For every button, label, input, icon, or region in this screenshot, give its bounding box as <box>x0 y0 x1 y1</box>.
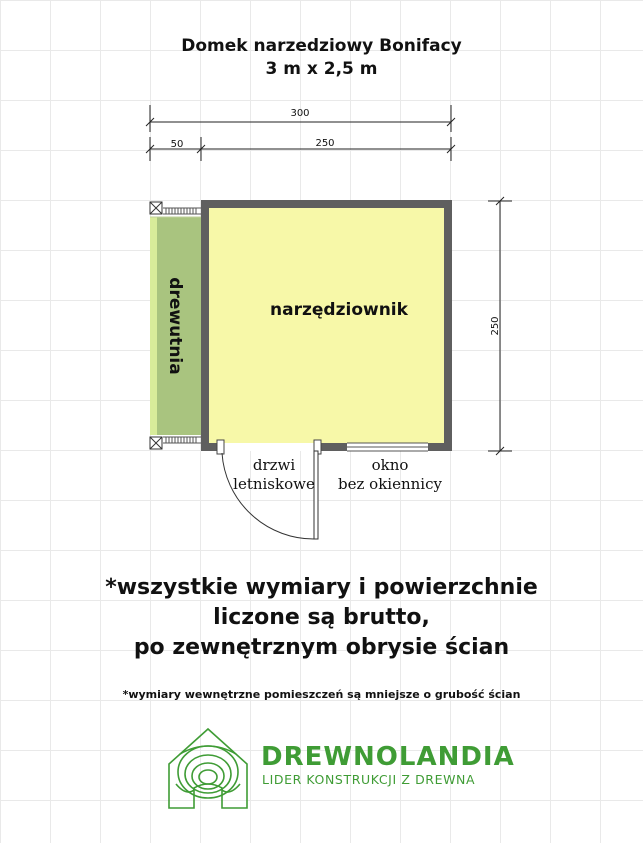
woodshed-label: drewutnia <box>165 277 185 375</box>
note-line-2: liczone są brutto, <box>213 605 430 630</box>
toolroom-floor <box>209 208 444 443</box>
window-label-line-1: okno <box>371 456 409 474</box>
dimension-woodshed-width-label: 50 <box>170 139 184 150</box>
door-label <box>218 456 330 494</box>
window-label-line-2: bez okiennicy <box>338 475 442 493</box>
brand-name: DREWNOLANDIA <box>261 742 515 772</box>
railing-top <box>163 208 201 214</box>
title-line-1: Domek narzedziowy Bonifacy <box>181 36 462 56</box>
door-jamb-left <box>217 440 224 454</box>
note-line-3: po zewnętrznym obrysie ścian <box>133 635 510 660</box>
railing-bottom <box>163 437 201 443</box>
brand-logo-icon <box>166 724 250 812</box>
door-label-line-1: drzwi <box>252 456 296 474</box>
toolroom-label: narzędziownik <box>270 300 408 320</box>
dimension-depth-label: 250 <box>490 316 501 336</box>
woodshed-edge <box>150 217 157 435</box>
post-top-left <box>150 202 162 214</box>
dimension-total-width-label: 300 <box>290 108 310 119</box>
window <box>347 443 428 451</box>
title-line-2: 3 m x 2,5 m <box>265 59 378 79</box>
dimension-segments <box>146 137 455 161</box>
door-opening <box>221 443 317 451</box>
dimension-room-width-label: 250 <box>315 138 335 149</box>
post-bottom-left <box>150 437 162 449</box>
footnote: *wymiary wewnętrzne pomieszczeń są mniejsze o grubość ścian <box>122 688 521 701</box>
window-label <box>325 456 455 494</box>
note-line-1: *wszystkie wymiary i powierzchnie <box>105 575 538 600</box>
brand-tagline: LIDER KONSTRUKCJI Z DREWNA <box>262 772 476 787</box>
door-label-line-2: letniskowe <box>233 475 315 493</box>
